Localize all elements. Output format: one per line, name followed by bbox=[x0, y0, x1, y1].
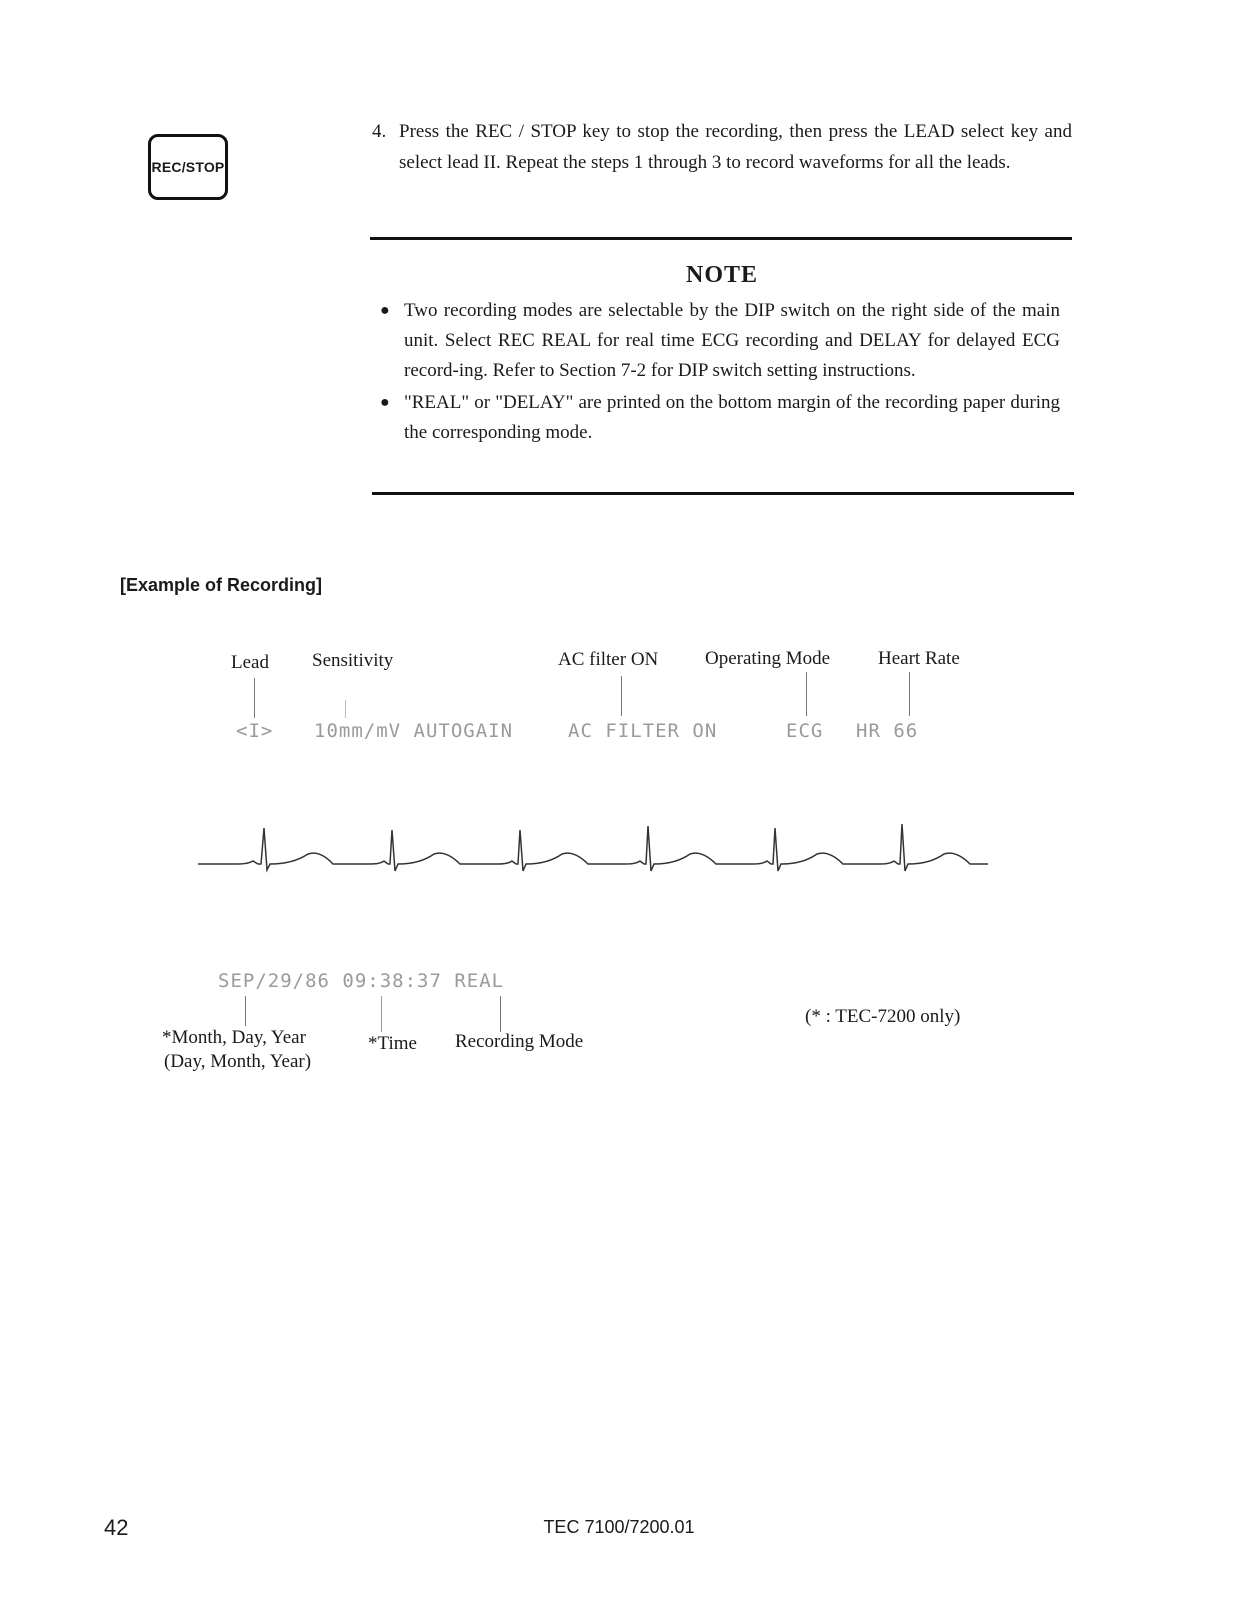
label-time: *Time bbox=[368, 1033, 417, 1054]
label-heart-rate: Heart Rate bbox=[878, 648, 960, 669]
step-number: 4. bbox=[372, 121, 387, 142]
print-heart-rate: HR 66 bbox=[856, 720, 919, 742]
label-operating-mode: Operating Mode bbox=[705, 648, 831, 669]
leader-line-recording-mode bbox=[500, 996, 501, 1032]
label-date: *Month, Day, Year bbox=[162, 1027, 306, 1048]
rec-stop-key-label: REC/STOP bbox=[151, 159, 225, 175]
note-top-rule bbox=[370, 237, 1072, 240]
print-sensitivity: 10mm/mV AUTOGAIN bbox=[314, 720, 514, 742]
rec-stop-key-icon bbox=[148, 134, 228, 200]
label-recording-mode: Recording Mode bbox=[455, 1031, 584, 1052]
print-ac-filter: AC FILTER ON bbox=[568, 720, 718, 742]
note-bullet: ● Two recording modes are selectable by the DIP switch on the right side of the main unit. Select REC REAL for real time ECG recording and DELAY for delayed ECG record-ing. Refer to Section 7-2 for DIP switch setting instructions. bbox=[380, 296, 1060, 386]
document-reference: TEC 7100/7200.01 bbox=[543, 1517, 695, 1537]
leader-line-date bbox=[245, 996, 246, 1026]
step-text: Press the REC / STOP key to stop the recording, then press the LEAD select key and select lead II. Repeat the steps 1 through 3 to record waveforms for all the leads. bbox=[399, 121, 1072, 173]
note-title: NOTE bbox=[685, 262, 758, 288]
print-lead: <I> bbox=[236, 720, 274, 742]
print-mode: ECG bbox=[786, 720, 824, 742]
section-title: [Example of Recording] bbox=[120, 575, 323, 595]
label-lead: Lead bbox=[231, 652, 269, 673]
leader-line-time bbox=[381, 996, 382, 1032]
page-number: 42 bbox=[104, 1515, 129, 1540]
print-date-time-mode: SEP/29/86 09:38:37 REAL bbox=[218, 970, 505, 992]
footnote: (* : TEC-7200 only) bbox=[805, 1006, 961, 1027]
leader-line-sensitivity bbox=[345, 700, 346, 718]
leader-line-operating-mode bbox=[806, 672, 807, 716]
leader-line-lead bbox=[254, 678, 255, 718]
leader-line-heart-rate bbox=[909, 672, 910, 716]
step-4 bbox=[372, 116, 1072, 178]
label-sensitivity: Sensitivity bbox=[312, 650, 394, 671]
note-bottom-rule bbox=[372, 492, 1074, 495]
note-bullet: ● "REAL" or "DELAY" are printed on the bottom margin of the recording paper during the corresponding mode. bbox=[380, 388, 1060, 448]
label-date-alt: (Day, Month, Year) bbox=[164, 1051, 312, 1072]
note-bullets bbox=[380, 296, 1060, 450]
label-ac-filter: AC filter ON bbox=[558, 649, 659, 670]
ecg-waveform bbox=[198, 818, 988, 880]
leader-line-ac-filter bbox=[621, 676, 622, 716]
